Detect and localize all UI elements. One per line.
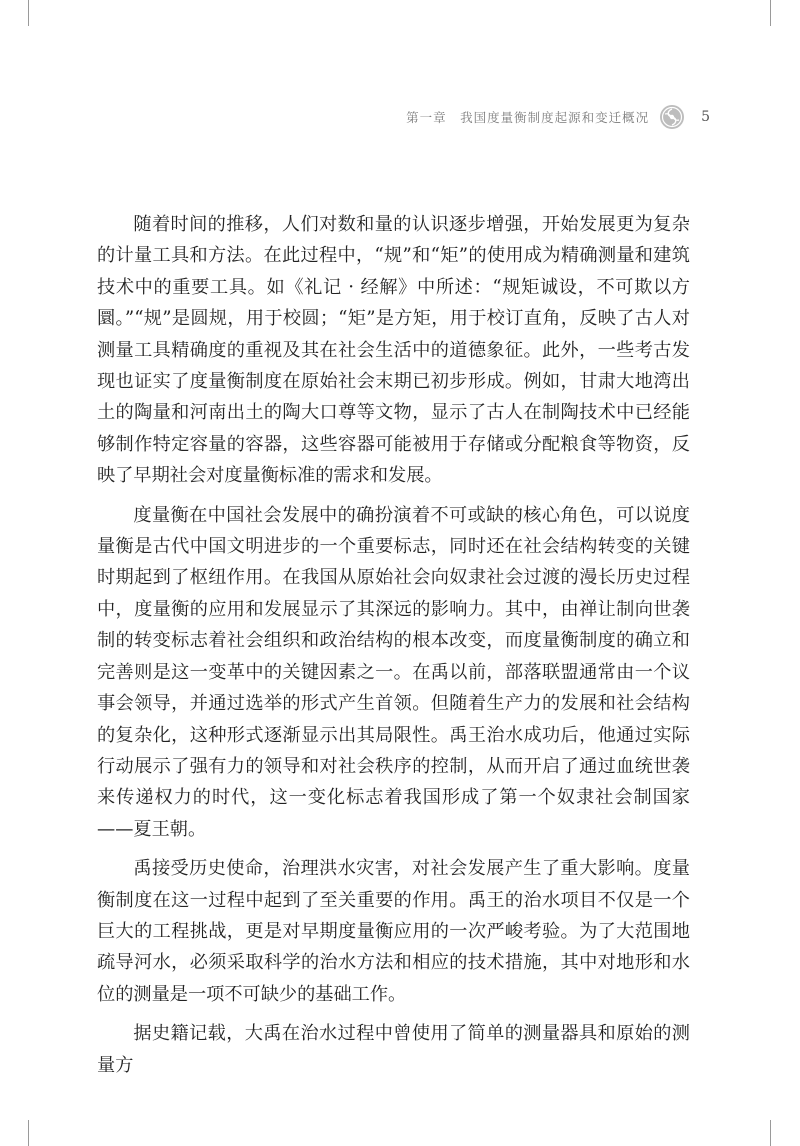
crop-mark-top-right	[770, 0, 771, 26]
running-header	[406, 104, 710, 130]
crop-mark-bottom-right	[770, 1120, 771, 1146]
chapter-title: 第一章 我国度量衡制度起源和变迁概况	[406, 110, 650, 125]
crop-mark-top-left	[28, 0, 29, 26]
paragraph: 随着时间的推移，人们对数和量的认识逐步增强，开始发展更为复杂的计量工具和方法。在此过程中，“规”和“矩”的使用成为精确测量和建筑技术中的重要工具。如《礼记 · 经解》中所述：“规矩诚设，不可欺以方圜。”“规”是圆规，用于校圆；“矩”是方矩，用于校订直角，反映了古人对测量工具精确度的重视及其在社会生活中的道德象征。此外，一些考古发现也证实了度量衡制度在原始社会末期已初步形成。例如，甘肃大地湾出土的陶量和河南出土的陶大口尊等文物，显示了古人在制陶技术中已经能够制作特定容量的容器，这些容器可能被用于存储或分配粮食等物资，反映了早期社会对度量衡标准的需求和发展。	[97, 214, 690, 487]
paragraph: 据史籍记载，大禹在治水过程中曾使用了简单的测量器具和原始的测量方	[97, 1023, 690, 1076]
body-text	[97, 209, 690, 1089]
page-number: 5	[701, 109, 710, 125]
paragraph: 度量衡在中国社会发展中的确扮演着不可或缺的核心角色，可以说度量衡是古代中国文明进步的一个重要标志，同时还在社会结构转变的关键时期起到了枢纽作用。在我国从原始社会向奴隶社会过渡的漫长历史过程中，度量衡的应用和发展显示了其深远的影响力。其中，由禅让制向世袭制的转变标志着社会组织和政治结构的根本改变，而度量衡制度的确立和完善则是这一变革中的关键因素之一。在禹以前，部落联盟通常由一个议事会领导，并通过选举的形式产生首领。但随着生产力的发展和社会结构的复杂化，这种形式逐渐显示出其局限性。禹王治水成功后，他通过实际行动展示了强有力的领导和对社会秩序的控制，从而开启了通过血统世袭来传递权力的时代，这一变化标志着我国形成了第一个奴隶社会制国家——夏王朝。	[97, 504, 690, 840]
paragraph: 禹接受历史使命，治理洪水灾害，对社会发展产生了重大影响。度量衡制度在这一过程中起到了至关重要的作用。禹王的治水项目不仅是一个巨大的工程挑战，更是对早期度量衡应用的一次严峻考验。为了大范围地疏导河水，必须采取科学的治水方法和相应的技术措施，其中对地形和水位的测量是一项不可缺少的基础工作。	[97, 858, 690, 1005]
swirl-emblem-icon	[659, 104, 685, 130]
crop-mark-bottom-left	[28, 1120, 29, 1146]
